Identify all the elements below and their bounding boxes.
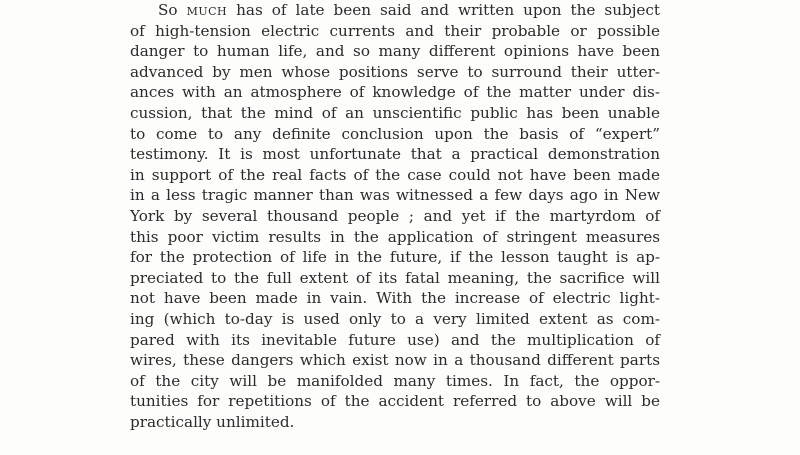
text-line-20: tunities for repetitions of the accident referred to above will be — [130, 392, 660, 411]
text-line-17: pared with its inevitable future use) and the multiplication of — [130, 330, 660, 349]
opening-word: So — [158, 1, 178, 19]
text-line-4: advanced by men whose positions serve to surround their utter- — [130, 62, 660, 81]
text-line-5: ances with an atmosphere of knowledge of the matter under dis- — [130, 83, 660, 102]
text-line-13: for the protection of life in the future, if the lesson taught is ap- — [130, 248, 660, 267]
text-line-12: this poor victim results in the application of stringent measures — [130, 227, 660, 246]
text-line-21: practically unlimited. — [130, 412, 295, 431]
text-line-15: not have been made in vain. With the increase of electric light- — [130, 289, 660, 308]
text-line-2: of high-tension electric currents and their probable or possible — [130, 21, 660, 40]
text-line-7: to come to any definite conclusion upon the basis of “expert” — [130, 124, 660, 143]
line-1-rest: has of late been said and written upon the subject — [227, 1, 661, 19]
text-line-9: in support of the real facts of the case could not have been made — [130, 165, 660, 184]
text-line-10: in a less tragic manner than was witnessed a few days ago in New — [130, 186, 660, 205]
text-line-14: preciated to the full extent of its fatal meaning, the sacrifice will — [130, 268, 660, 287]
text-line-16: ing (which to-day is used only to a very limited extent as com- — [130, 309, 660, 328]
text-line-1 — [130, 0, 660, 21]
text-line-8: testimony. It is most unfortunate that a practical demonstration — [130, 145, 660, 164]
text-line-19: of the city will be manifolded many times. In fact, the oppor- — [130, 371, 660, 390]
text-line-6: cussion, that the mind of an unscientific public has been unable — [130, 103, 660, 122]
text-line-3: danger to human life, and so many different opinions have been — [130, 42, 660, 61]
text-line-11: York by several thousand people ; and yet if the martyrdom of — [130, 206, 660, 225]
text-line-18: wires, these dangers which exist now in a thousand different parts — [130, 351, 660, 370]
article-paragraph — [130, 0, 660, 432]
opening-smallcaps: much — [186, 1, 228, 19]
